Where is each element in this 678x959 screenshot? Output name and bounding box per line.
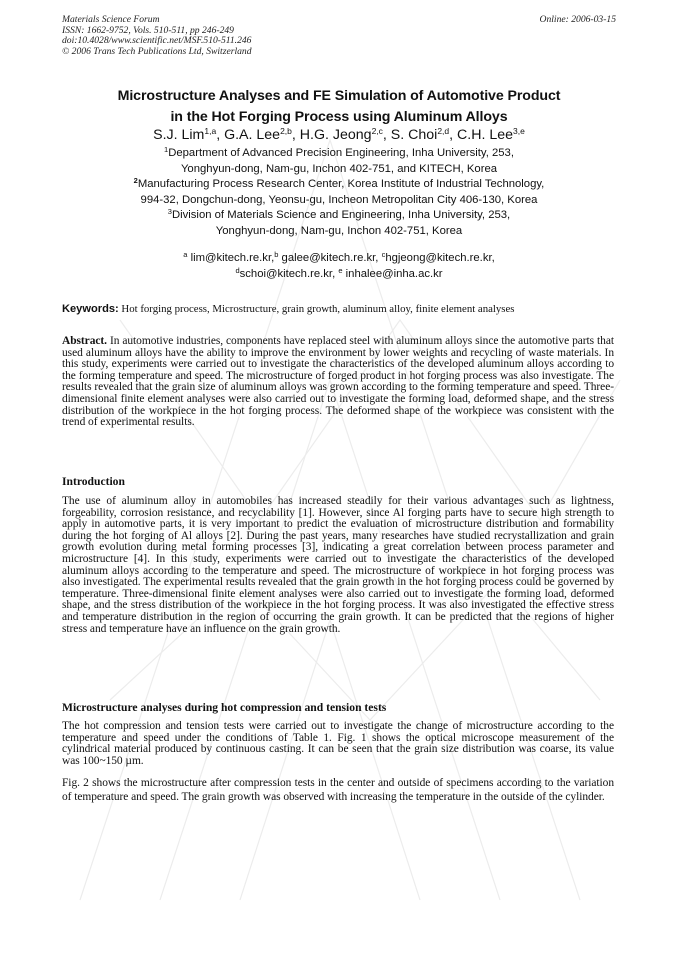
author-sup: 2,b [280,126,292,136]
email-link[interactable]: schoi@kitech.re.kr, [239,268,336,280]
affiliations: $^1$Department of Advanced Precision Engineering, Inha University, 253, Yonghyun-dong, Nam-gu, Inchon 402-751, and KITECH, Korea $^2$Manufacturing Process Research Center, Korea Institute of Industrial Technology, 994-32, Dongchun-dong, Yeonsu-gu, Incheon Metropolitan City 406-130, Korea $^3$Division of Materials Science and Engineering, Inha University, 253, Yonghyun-dong, Nam-gu, Inchon 402-751, Korea [62,146,616,240]
author-sup: 2,d [437,126,450,136]
author-name: G.A. Lee [224,127,281,143]
affiliation-1: $^1$Department of Advanced Precision Engineering, Inha University, 253, [164,145,514,159]
author-name: S. Choi [390,127,438,143]
author-emails: $^a$ lim@kitech.re.kr,$^b$ galee@kitech.re.kr, $^c$hgjeong@kitech.re.kr, $^d$schoi@kitech.re.kr, $^e$ inhalee@inha.ac.kr [183,250,495,280]
journal-header [62,15,252,57]
abstract-label: Abstract. [62,335,107,347]
keywords-label: Keywords: [62,303,119,315]
abstract-text: In automotive industries, components have replaced steel with aluminum alloys since the automotive parts that used aluminum alloys have the ability to improve the environment by lower weights and recycling of waste materials. In this study, experiments were carried out to investigate the characteristics of the developed aluminum alloys according to the forming temperature and speed. The microstructure of forged product in hot forging process was also investigate. The results revealed that the grain size of aluminum alloys was grown according to the forming temperature and speed. Three-dimensional finite element analyses were also carried out to investigate the forming load, deformed shape, and the stress distribution of the workpiece in the hot forging process. The deformed shape of the workpiece was consistent with the trend of experimental results. [62,335,614,429]
author-name: H.G. Jeong [299,127,372,143]
affiliation-2: $^2$Manufacturing Process Research Center, Korea Institute of Industrial Technology, [133,176,545,191]
author-name: C.H. Lee [457,127,514,143]
doi-line: doi:10.4028/www.scientific.net/MSF.510-511.246 [62,35,252,47]
author-list: S.J. Lim$^{1,a}$, G.A. Lee$^{2,b}$, H.G. Jeong$^{2,c}$, S. Choi$^{2,d}$, C.H. Lee$^{3,e}$ [153,126,525,143]
journal-name: Materials Science Forum [62,14,160,25]
author-sup: 2,c [371,126,383,136]
section-heading-microstructure: Microstructure analyses during hot compression and tension tests [62,701,387,714]
email-link[interactable]: inhalee@inha.ac.kr [345,268,443,280]
email-link[interactable]: lim@kitech.re.kr, [190,252,275,264]
paper-title [62,86,616,128]
affiliation-3: $^3$Division of Materials Science and Engineering, Inha University, 253, [167,207,511,222]
keywords-text: Hot forging process, Microstructure, grain growth, aluminum alloy, finite element analyses [118,303,515,315]
email-link[interactable]: galee@kitech.re.kr, [281,252,379,264]
author-sup: 3,e [513,126,525,136]
keywords [62,302,616,316]
title-line-2: in the Hot Forging Process using Aluminum Alloys [170,109,508,125]
microstructure-paragraph-2: Fig. 2 shows the microstructure after compression tests in the center and outside of specimens according to the variation of temperature and speed. The grain growth was observed with increasing the temperature in the outside of the cylinder. [62,777,614,803]
copyright-line: © 2006 Trans Tech Publications Ltd, Switzerland [62,45,252,57]
email-link[interactable]: hgjeong@kitech.re.kr, [385,252,495,264]
introduction-text: The use of aluminum alloy in automobiles has increased steadily for their various advantages such as lightness, forgeability, corrosion resistance, and recyclability [1]. However, since Al forging parts have to secure high strength to apply in automotive parts, it is very important to predict the evaluation of microstructure distribution and formability during the hot forging of Al alloys [2]. During the past years, many researches have studied recrystallization and grain growth evolution during metal forming processes [3], indicating a great correlation between process parameter and microstructure [4]. In this study, experiments were carried out to investigate the characteristics of the developed aluminum alloys according to the temperature and speed. The microstructure of workpiece in hot forging process was also investigated. The experimental results revealed that the grain growth in the hot forging process could be governed by temperature. Three-dimensional finite element analyses were also carried out to investigate the forming load, deformed shape, and the stress distribution of the workpiece in the hot forging process. It was also investigated the effective stress and temperature distribution in the region of occurring the grain growth. It can be predicted that the regions of higher stress and temperature have an influence on the grain growth. [62,495,614,635]
section-heading-introduction: Introduction [62,475,125,488]
abstract [62,336,614,429]
microstructure-paragraph-1: The hot compression and tension tests were carried out to investigate the change of microstructure according to the temperature and speed under the conditions of Table 1. Fig. 1 shows the optical microscope measurement of the cylindrical material produced by continuous casting. It can be seen that the grain size distribution was coarse, its value was 100~150 µm. [62,720,614,767]
title-line-1: Microstructure Analyses and FE Simulation of Automotive Product [117,88,561,104]
issn-line: ISSN: 1662-9752, Vols. 510-511, pp 246-249 [62,24,234,36]
online-date: Online: 2006-03-15 [539,14,616,25]
author-sup: 1,a [204,126,217,136]
author-name: S.J. Lim [153,127,205,143]
